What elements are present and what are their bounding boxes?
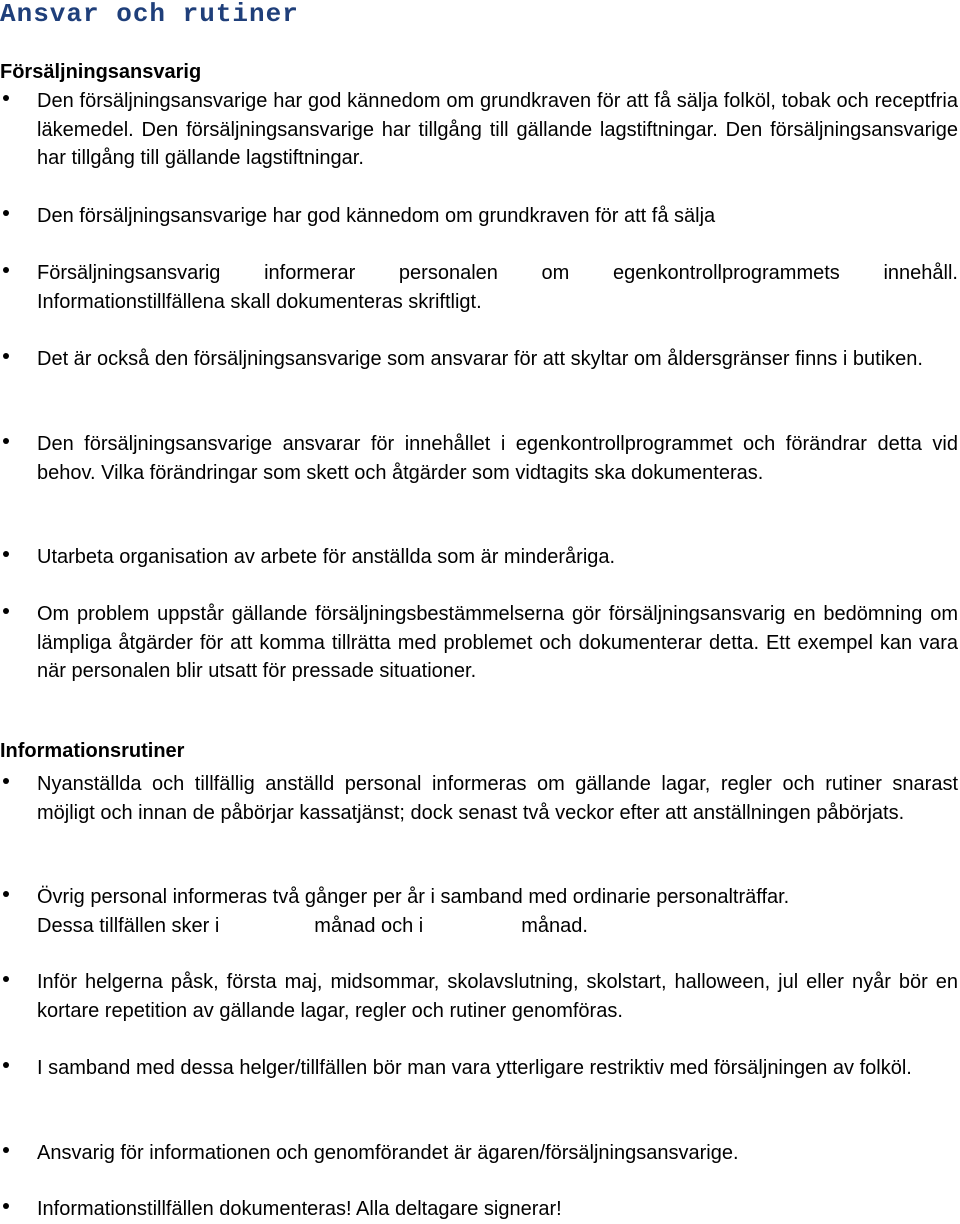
list-item [0,883,958,940]
bullet-icon [3,976,9,982]
list-item-text [37,883,958,940]
list-item-text: Den försäljningsansvarige har god kännedom om grundkraven för att få sälja [37,205,716,227]
section-heading-informationsrutiner: Informationsrutiner [0,740,185,762]
bullet-icon [3,438,9,444]
list-item [0,770,958,827]
text-fragment: månad och i [314,914,424,937]
list-item-text: Ansvarig för informationen och genomförandet är ägaren/försäljningsansvarige. [37,1142,739,1164]
bullet-icon [3,210,9,216]
list-item-text: Inför helgerna påsk, första maj, midsommar, skolavslutning, skolstart, halloween, jul eller nyår bör en kortare repetition av gällande lagar, regler och rutiner genomföras. [37,971,958,1022]
bullet-icon [3,1147,9,1153]
bullet-icon [3,778,9,784]
list-item-line: Övrig personal informeras två gånger per år i samband med ordinarie personalträffar. [37,886,790,908]
section-heading-forsaljningsansvarig: Försäljningsansvarig [0,61,202,83]
list-item-text: Försäljningsansvarig informerar personalen om egenkontrollprogrammets innehåll. Informationstillfällena skall dokumenteras skriftligt. [37,262,958,313]
list-item [0,1195,958,1224]
list-item-text: Utarbeta organisation av arbete för anställda som är minderåriga. [37,546,616,568]
list-item [0,543,958,572]
text-fragment: Dessa tillfällen sker i [37,914,220,937]
list-item [0,1054,958,1083]
bullet-icon [3,891,9,897]
list-item-text: Det är också den försäljningsansvarige som ansvarar för att skyltar om åldersgränser finns i butiken. [37,348,923,370]
bullet-icon [3,353,9,359]
list-item-text: Informationstillfällen dokumenteras! Alla deltagare signerar! [37,1198,562,1220]
bullet-icon [3,608,9,614]
text-fragment: månad. [521,914,588,937]
bullet-icon [3,1203,9,1209]
list-item [0,1139,958,1168]
document-title: Ansvar och rutiner [0,0,299,29]
list-item [0,968,958,1025]
list-item [0,600,958,686]
list-item-text: Nyanställda och tillfällig anställd personal informeras om gällande lagar, regler och rutiner snarast möjligt och innan de påbörjar kassatjänst; dock senast två veckor efter att anställningen påbörjats. [37,773,958,824]
list-item-text: I samband med dessa helger/tillfällen bör man vara ytterligare restriktiv med försäljningen av folköl. [37,1057,912,1079]
bullet-icon [3,1062,9,1068]
list-item-text: Den försäljningsansvarige har god kännedom om grundkraven för att få sälja folköl, tobak och receptfria läkemedel. Den försäljningsansvarige har tillgång till gällande lagstiftningar. Den försäljningsansvarige har tillgång till gällande lagstiftningar. [37,90,958,169]
bullet-icon [3,551,9,557]
list-item [0,259,958,316]
bullet-icon [3,95,9,101]
list-item-text: Om problem uppstår gällande försäljningsbestämmelserna gör försäljningsansvarig en bedömning om lämpliga åtgärder för att komma tillrätta med problemet och dokumenterar detta. Ett exempel kan vara när personalen blir utsatt för pressade situationer. [37,603,958,682]
bullet-icon [3,267,9,273]
list-item [0,202,958,231]
list-item-text: Den försäljningsansvarige ansvarar för innehållet i egenkontrollprogrammet och förändrar detta vid behov. Vilka förändringar som skett och åtgärder som vidtagits ska dokumenteras. [37,433,958,484]
list-item-line [37,912,958,941]
list-item [0,345,958,374]
list-item [0,87,958,173]
list-item [0,430,958,487]
